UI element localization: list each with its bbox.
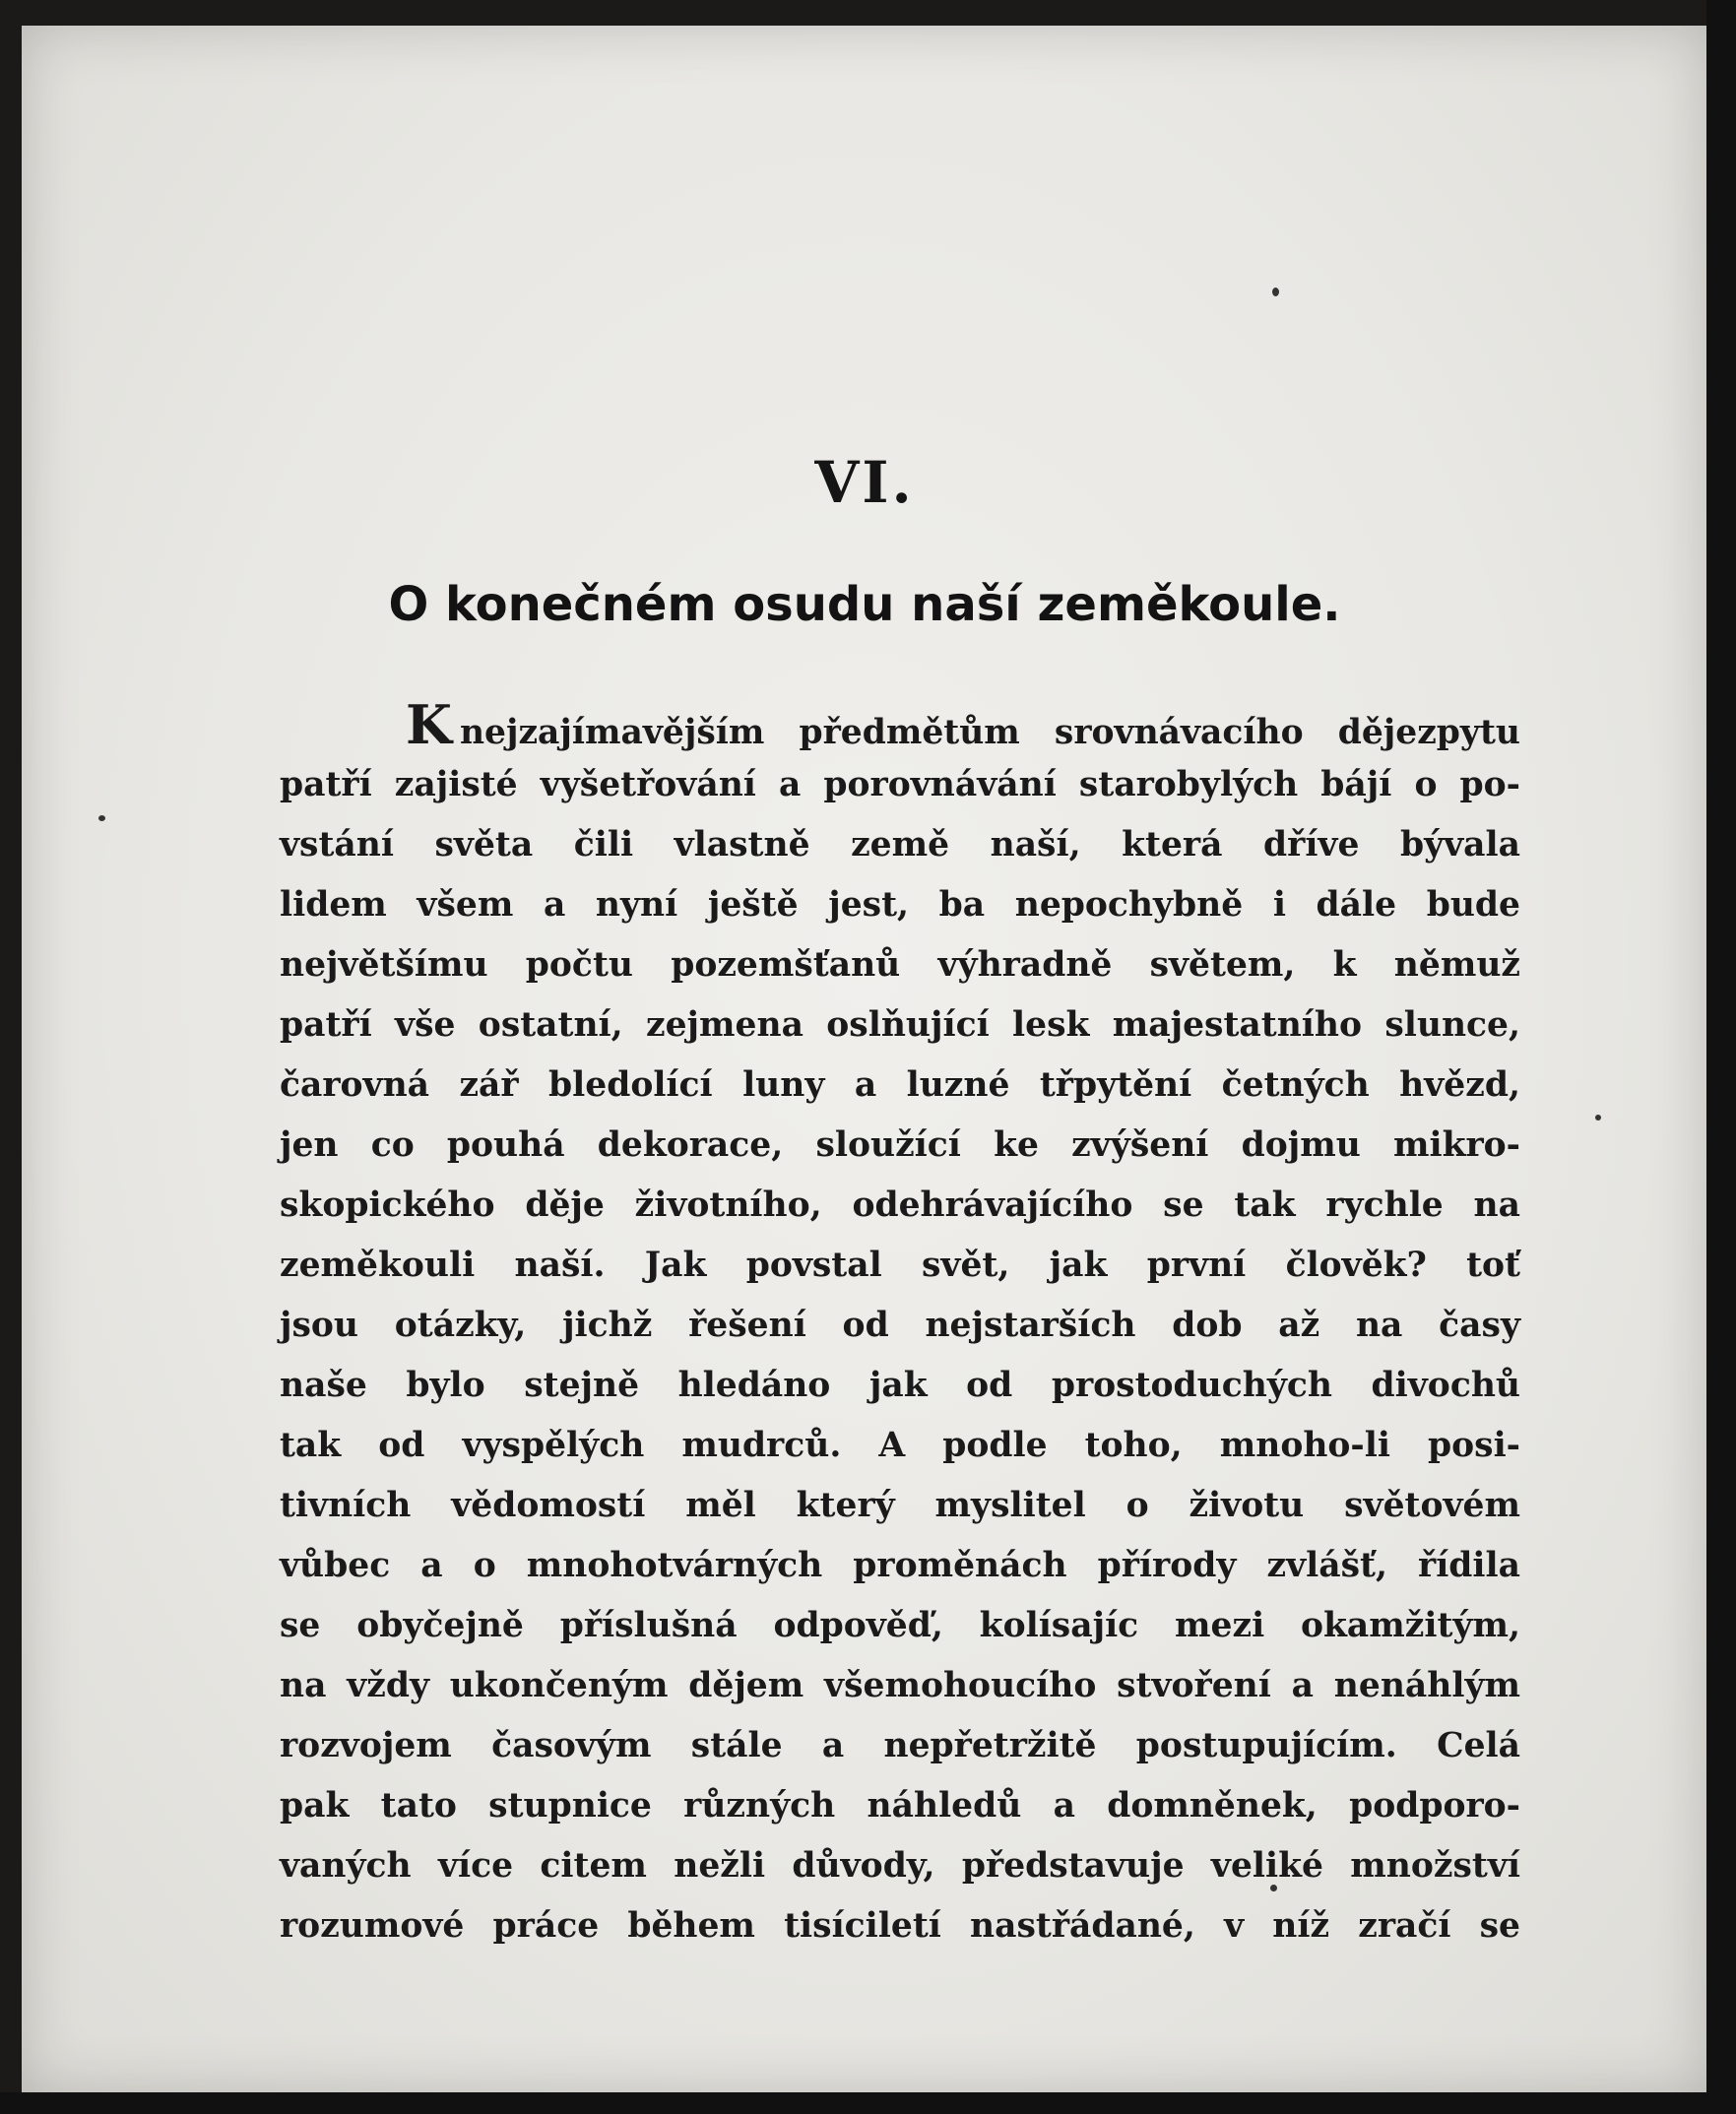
text-line: patří zajisté vyšetřování a porovnávání starobylých bájí o po- <box>280 765 1520 804</box>
text-line: naše bylo stejně hledáno jak od prostoduchých divochů <box>280 1366 1520 1405</box>
text-line: rozumové práce během tisíciletí nastřádané, v níž zračí se <box>280 1906 1520 1946</box>
ink-speck <box>98 815 105 821</box>
text-line: rozvojem časovým stále a nepřetržitě postupujícím. Celá <box>280 1726 1520 1765</box>
text-line: jen co pouhá dekorace, sloužící ke zvýšení dojmu mikro- <box>280 1125 1520 1165</box>
text-line: skopického děje životního, odehrávajícího se tak rychle na <box>280 1185 1520 1225</box>
text-line: zeměkouli naší. Jak povstal svět, jak první člověk? toť <box>280 1246 1520 1285</box>
book-page <box>22 26 1707 2093</box>
text-line: se obyčejně příslušná odpověď, kolísajíc mezi okamžitým, <box>280 1606 1520 1645</box>
text-line: čarovná zář bledolící luny a luzné třpytění četných hvězd, <box>280 1065 1520 1105</box>
scan-border-bottom <box>0 2092 1736 2114</box>
text-line: patří vše ostatní, zejmena oslňující lesk majestatního slunce, <box>280 1005 1520 1045</box>
text-line-content: nejzajímavějším předmětům srovnávacího dějezpytu <box>459 713 1520 752</box>
text-line: jsou otázky, jichž řešení od nejstarších dob až na časy <box>280 1306 1520 1345</box>
text-line: na vždy ukončeným dějem všemohoucího stvoření a nenáhlým <box>280 1666 1520 1705</box>
text-line: tivních vědomostí měl který myslitel o životu světovém <box>280 1486 1520 1525</box>
text-line: vstání světa čili vlastně země naší, která dříve bývala <box>280 825 1520 865</box>
scan-border-right <box>1706 0 1736 2114</box>
text-line <box>280 695 1520 755</box>
text-line: vaných více citem nežli důvody, představuje veliké množství <box>280 1846 1520 1886</box>
text-line: největšímu počtu pozemšťanů výhradně světem, k němuž <box>280 945 1520 985</box>
text-line: vůbec a o mnohotvárných proměnách přírody zvlášť, řídila <box>280 1546 1520 1585</box>
text-line: tak od vyspělých mudrců. A podle toho, mnoho-li posi- <box>280 1426 1520 1465</box>
body-paragraph <box>280 695 1520 1956</box>
text-line: lidem všem a nyní ještě jest, ba nepochybně i dále bude <box>280 885 1520 925</box>
chapter-number: VI. <box>814 449 915 516</box>
ink-speck <box>1272 288 1279 296</box>
dropcap: K <box>406 693 452 756</box>
text-line: pak tato stupnice různých náhledů a domněnek, podporo- <box>280 1786 1520 1826</box>
ink-speck <box>1595 1115 1601 1121</box>
chapter-title: O konečném osudu naší zeměkoule. <box>388 577 1341 632</box>
